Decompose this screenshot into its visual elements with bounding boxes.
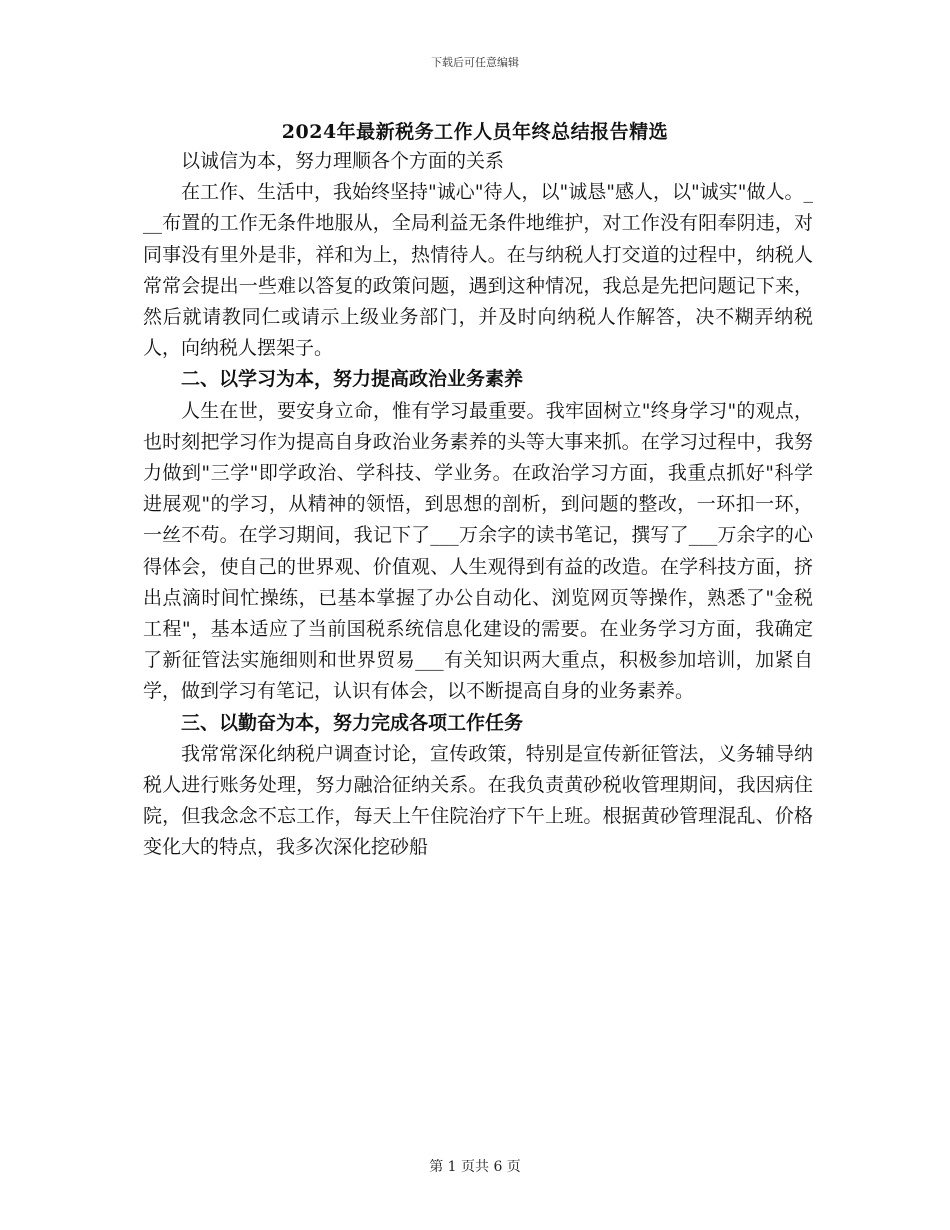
paragraph-integrity: 在工作、生活中，我始终坚持"诚心"待人，以"诚恳"感人，以"诚实"做人。___布置的工作无条件地服从，全局利益无条件地维护，对工作没有阳奉阴违，对同事没有里外是非，祥和为上，热情待人。在与纳税人打交道的过程中，纳税人常常会提出一些难以答复的政策问题，遇到这种情况，我总是先把问题记下来，然后就请教同仁或请示上级业务部门，并及时向纳税人作解答，决不糊弄纳税人，向纳税人摆架子。 [143, 181, 813, 360]
section-heading-study: 二、以学习为本，努力提高政治业务素养 [181, 368, 524, 391]
page-number: 第 1 页共 6 页 [429, 1159, 521, 1175]
header-note: 下载后可任意编辑 [431, 56, 519, 69]
paragraph-intro: 以诚信为本，努力理顺各个方面的关系 [181, 150, 505, 172]
section-heading-diligence: 三、以勤奋为本，努力完成各项工作任务 [181, 711, 524, 734]
document-body [143, 146, 813, 864]
paragraph-study: 人生在世，要安身立命，惟有学习最重要。我牢固树立"终身学习"的观点，也时刻把学习作为提高自身政治业务素养的头等大事来抓。在学习过程中，我努力做到"三学"即学政治、学科技、学业务。在政治学习方面，我重点抓好"科学进展观"的学习，从精神的领悟，到思想的剖析，到问题的整改，一环扣一环，一丝不苟。在学习期间，我记下了___万余字的读书笔记，撰写了___万余字的心得体会，使自己的世界观、价值观、人生观得到有益的改造。在学科技方面，挤出点滴时间忙操练，已基本掌握了办公自动化、浏览网页等操作，熟悉了"金税工程"，基本适应了当前国税系统信息化建设的需要。在业务学习方面，我确定了新征管法实施细则和世界贸易___有关知识两大重点，积极参加培训，加紧自学，做到学习有笔记，认识有体会，以不断提高自身的业务素养。 [143, 399, 813, 703]
paragraph-diligence: 我常常深化纳税户调查讨论，宣传政策，特别是宣传新征管法，义务辅导纳税人进行账务处理，努力融洽征纳关系。在我负责黄砂税收管理期间，我因病住院，但我念念不忘工作，每天上午住院治疗下午上班。根据黄砂管理混乱、价格变化大的特点，我多次深化挖砂船 [143, 742, 813, 859]
document-title: 2024年最新税务工作人员年终总结报告精选 [281, 121, 669, 143]
